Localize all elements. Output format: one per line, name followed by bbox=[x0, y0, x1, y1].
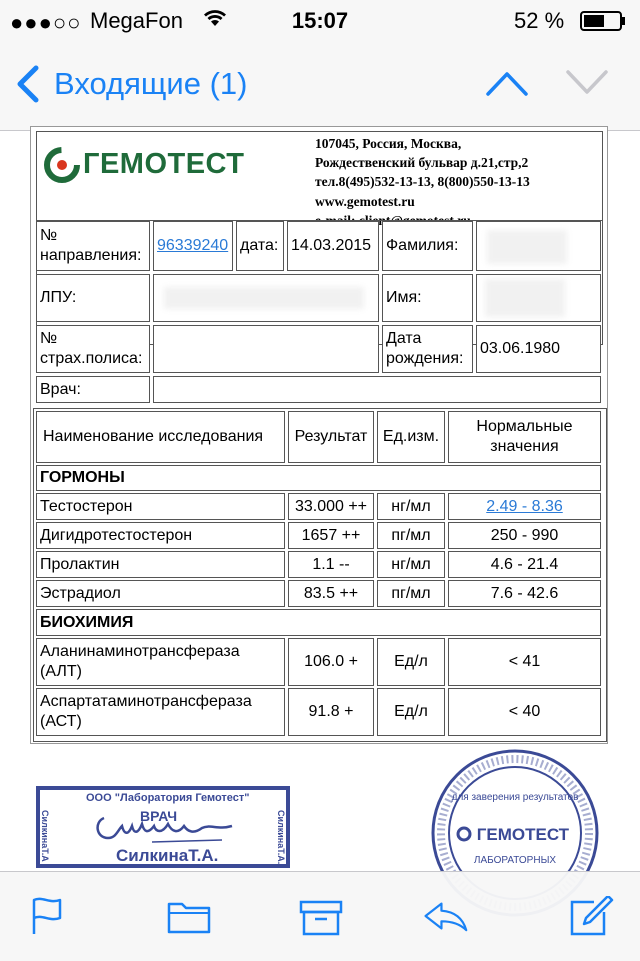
archive-icon[interactable] bbox=[298, 896, 344, 936]
carrier-name: MegaFon bbox=[90, 8, 183, 33]
doctor-value bbox=[153, 376, 601, 403]
header-result: Результат bbox=[288, 411, 374, 463]
logo-text: ГЕМОТЕСТ bbox=[83, 148, 245, 180]
stamp-side-text-right: СилкинаТ.А. bbox=[276, 810, 286, 865]
row-result: 106.0 + bbox=[288, 638, 374, 686]
website-link[interactable]: www.gemotest.ru bbox=[315, 193, 415, 209]
row-name: Тестостерон bbox=[36, 493, 285, 520]
header-normal-range: Нормальные значения bbox=[448, 411, 601, 463]
name-label: Имя: bbox=[382, 274, 473, 322]
back-button-inbox[interactable]: Входящие (1) bbox=[54, 66, 248, 101]
surname-value-redacted bbox=[476, 221, 601, 271]
row-result: 33.000 ++ bbox=[288, 493, 374, 520]
gemotest-logo bbox=[43, 144, 273, 184]
lpu-label: ЛПУ: bbox=[36, 274, 150, 322]
header-unit: Ед.изм. bbox=[377, 411, 445, 463]
address-line: тел.8(495)532-13-13, 8(800)550-13-13 bbox=[315, 174, 530, 190]
doctor-label: Врач: bbox=[36, 376, 150, 403]
name-value-redacted bbox=[476, 274, 601, 322]
stamp-logo bbox=[456, 825, 569, 845]
stamp-purpose: для заверения результатов bbox=[451, 792, 579, 803]
section-biochemistry: БИОХИМИЯ bbox=[36, 609, 601, 636]
address-line: Рождественский бульвар д.21,стр,2 bbox=[315, 155, 529, 171]
row-name: Эстрадиол bbox=[36, 580, 285, 607]
date-value: 14.03.2015 bbox=[287, 221, 379, 271]
lab-address bbox=[315, 134, 600, 230]
row-unit: Ед/л bbox=[377, 688, 445, 736]
doctor-stamp bbox=[36, 786, 290, 868]
row-norm: < 40 bbox=[448, 688, 601, 736]
handwritten-signature bbox=[92, 808, 242, 848]
bottom-toolbar bbox=[0, 871, 640, 961]
previous-message-icon[interactable] bbox=[486, 70, 528, 96]
header-test-name: Наименование исследования bbox=[36, 411, 285, 463]
row-norm: < 41 bbox=[448, 638, 601, 686]
gemotest-logo-icon bbox=[43, 146, 81, 184]
compose-icon[interactable] bbox=[568, 896, 614, 936]
row-norm: 250 - 990 bbox=[448, 522, 601, 549]
stamp-bottom-text: ЛАБОРАТОРНЫХ bbox=[473, 855, 557, 866]
row-name: Аспартатаминотрансфераза (АСТ) bbox=[36, 688, 285, 736]
battery-percent: 52 % bbox=[514, 8, 565, 33]
back-chevron-icon[interactable] bbox=[14, 64, 44, 104]
row-unit: нг/мл bbox=[377, 493, 445, 520]
surname-label: Фамилия: bbox=[382, 221, 473, 271]
signal-strength: ●●●○○ bbox=[10, 10, 82, 35]
reply-icon[interactable] bbox=[422, 896, 468, 936]
next-message-icon[interactable] bbox=[566, 70, 608, 96]
stamp-logo-icon bbox=[456, 826, 472, 842]
row-norm: 4.6 - 21.4 bbox=[448, 551, 601, 578]
row-name: Дигидротестостерон bbox=[36, 522, 285, 549]
clock: 15:07 bbox=[291, 8, 349, 33]
row-unit: пг/мл bbox=[377, 522, 445, 549]
nav-bar bbox=[0, 40, 640, 131]
row-unit: нг/мл bbox=[377, 551, 445, 578]
stamp-org: ООО "Лаборатория Гемотест" bbox=[86, 792, 250, 804]
row-unit: Ед/л bbox=[377, 638, 445, 686]
lab-report-document bbox=[30, 126, 608, 744]
lpu-value-redacted bbox=[153, 274, 379, 322]
row-result: 1657 ++ bbox=[288, 522, 374, 549]
policy-label: № страх.полиса: bbox=[36, 325, 150, 373]
row-result: 91.8 + bbox=[288, 688, 374, 736]
row-name: Аланинаминотрансфераза (АЛТ) bbox=[36, 638, 285, 686]
birthdate-label: Дата рождения: bbox=[382, 325, 473, 373]
row-unit: пг/мл bbox=[377, 580, 445, 607]
stamp-title: ВРАЧ bbox=[140, 808, 178, 824]
row-result: 1.1 -- bbox=[288, 551, 374, 578]
row-norm: 7.6 - 42.6 bbox=[448, 580, 601, 607]
date-label: дата: bbox=[236, 221, 284, 271]
row-name: Пролактин bbox=[36, 551, 285, 578]
norm-range-link[interactable]: 2.49 - 8.36 bbox=[486, 497, 563, 515]
status-bar bbox=[0, 0, 640, 40]
referral-number-link[interactable]: 96339240 bbox=[157, 237, 229, 254]
policy-value bbox=[153, 325, 379, 373]
row-result: 83.5 ++ bbox=[288, 580, 374, 607]
address-line: 107045, Россия, Москва, bbox=[315, 136, 462, 151]
stamp-doctor-name: СилкинаТ.А. bbox=[116, 846, 219, 865]
birthdate-value: 03.06.1980 bbox=[476, 325, 601, 373]
battery-icon bbox=[580, 11, 626, 31]
folder-icon[interactable] bbox=[166, 896, 212, 936]
section-hormones: ГОРМОНЫ bbox=[36, 465, 601, 491]
stamp-side-text-left: СилкинаТ.А bbox=[40, 810, 50, 862]
flag-icon[interactable] bbox=[22, 896, 68, 936]
stamp-logo-text: ГЕМОТЕСТ bbox=[476, 825, 570, 844]
referral-label: № направления: bbox=[36, 221, 150, 271]
